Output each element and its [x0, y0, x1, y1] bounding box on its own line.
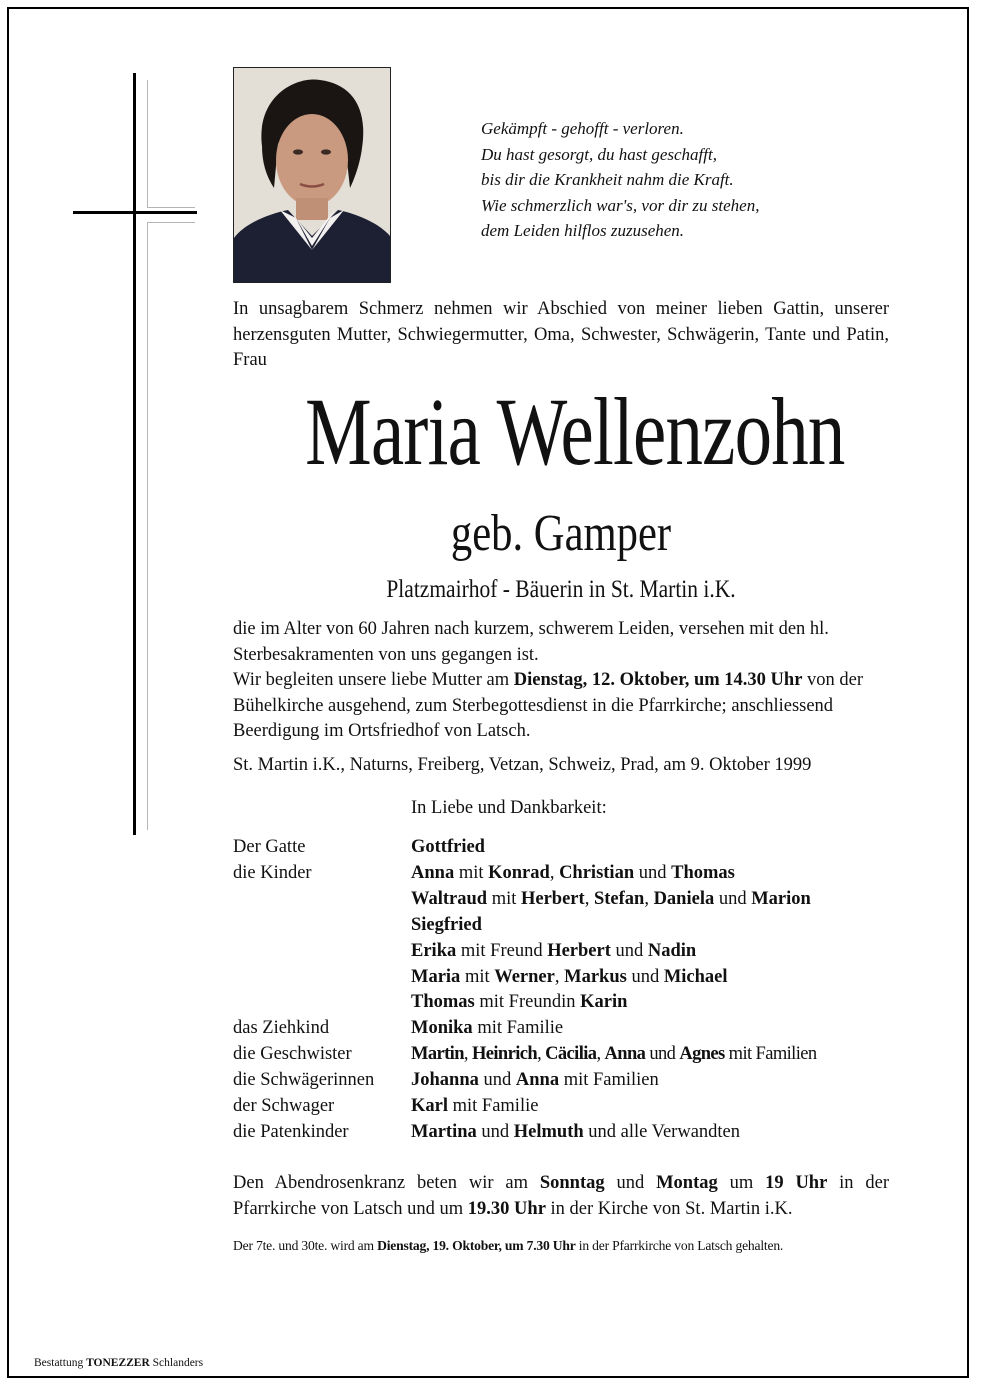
- mourner-names: Monika mit Familie: [411, 1018, 564, 1039]
- mourner-role: [233, 913, 411, 939]
- mourner-row: [233, 887, 893, 913]
- mourner-role: [233, 887, 411, 913]
- poem-line: dem Leiden hilflos zuzusehen.: [481, 221, 685, 240]
- mourner-role: der Schwager: [233, 1096, 335, 1117]
- mourner-names: Maria mit Werner, Markus und Michael: [411, 966, 728, 987]
- mourner-row: [233, 1016, 893, 1042]
- mourner-row: [233, 1042, 893, 1068]
- rosary-text: Den Abendrosenkranz beten wir am Sonntag und Montag um 19 Uhr in der Pfarrkirche von Latsch und um 19.30 Uhr in der Kirche von St. Martin i.K.: [233, 1173, 890, 1219]
- undertaker-credit: Bestattung TONEZZER Schlanders: [34, 1357, 204, 1369]
- mourner-role: die Geschwister: [233, 1044, 352, 1065]
- mourner-names: Johanna und Anna mit Familien: [411, 1070, 659, 1091]
- mourner-role: die Patenkinder: [233, 1121, 349, 1142]
- mourner-role: das Ziehkind: [233, 1018, 330, 1039]
- mourner-names: Martina und Helmuth und alle Verwandten: [411, 1121, 741, 1142]
- poem-line: Gekämpft - gehofft - verloren.: [481, 119, 684, 138]
- maiden-name: geb. Gamper: [450, 505, 672, 562]
- mourner-role: [233, 965, 411, 991]
- portrait-photo: [233, 67, 391, 283]
- mourner-names: Waltraud mit Herbert, Stefan, Daniela und Marion: [411, 888, 811, 909]
- poem-line: Wie schmerzlich war's, vor dir zu stehen,: [481, 195, 760, 215]
- poem-line: bis dir die Krankheit nahm die Kraft.: [481, 170, 734, 189]
- mourner-names: Anna mit Konrad, Christian und Thomas: [411, 862, 735, 883]
- funeral-text: Wir begleiten unsere liebe Mutter am Dienstag, 12. Oktober, um 14.30 Uhr von der Bühelkirche ausgehend, zum Sterbegottesdienst in die Pfarrkirche; anschliessend Beerdigung im Ortsfriedhof von Latsch.: [233, 670, 864, 741]
- mourner-role: [233, 939, 411, 965]
- mourner-row: [233, 965, 893, 991]
- mourner-role: die Schwägerinnen: [233, 1070, 375, 1091]
- places-date: St. Martin i.K., Naturns, Freiberg, Vetzan, Schweiz, Prad, am 9. Oktober 1999: [233, 754, 812, 775]
- age-text: die im Alter von 60 Jahren nach kurzem, schwerem Leiden, versehen mit den hl. Sterbesakramenten von uns gegangen ist.: [233, 619, 829, 665]
- mourner-row: [233, 939, 893, 965]
- mourner-names: Thomas mit Freundin Karin: [411, 992, 628, 1013]
- farm-title: Platzmairhof - Bäuerin in St. Martin i.K.: [386, 576, 736, 603]
- mourner-row: [233, 1120, 893, 1146]
- mourner-role: die Kinder: [233, 862, 312, 883]
- mourner-role: Der Gatte: [233, 837, 306, 857]
- mourners-list: [233, 835, 893, 1146]
- funeral-date: Dienstag, 12. Oktober, um 14.30 Uhr: [513, 670, 803, 690]
- mourner-names: Erika mit Freund Herbert und Nadin: [411, 940, 697, 961]
- memorial-mass-text: Der 7te. und 30te. wird am Dienstag, 19. Oktober, um 7.30 Uhr in der Pfarrkirche von Latsch gehalten.: [233, 1238, 784, 1253]
- mourners-heading: In Liebe und Dankbarkeit:: [411, 798, 607, 818]
- mourner-row: [233, 990, 893, 1016]
- announcement-text: [233, 617, 889, 778]
- mourner-names: Siegfried: [411, 914, 482, 935]
- mourner-row: [233, 1094, 893, 1120]
- memorial-poem: [481, 116, 901, 244]
- mourner-names: Martin, Heinrich, Cäcilia, Anna und Agnes mit Familien: [411, 1044, 817, 1065]
- mourner-names: Karl mit Familie: [411, 1096, 539, 1117]
- mourner-names: Gottfried: [411, 837, 485, 857]
- mourner-row: [233, 861, 893, 887]
- mourner-row: [233, 1068, 893, 1094]
- mourner-role: [233, 990, 411, 1016]
- intro-text: In unsagbarem Schmerz nehmen wir Abschied von meiner lieben Gattin, unserer herzensguten Mutter, Schwiegermutter, Oma, Schwester, Schwägerin, Tante und Patin, Frau: [233, 299, 889, 370]
- deceased-name: Maria Wellenzohn: [305, 378, 845, 485]
- poem-line: Du hast gesorgt, du hast geschafft,: [481, 144, 717, 164]
- mourner-row: [233, 913, 893, 939]
- mourner-row: [233, 835, 893, 861]
